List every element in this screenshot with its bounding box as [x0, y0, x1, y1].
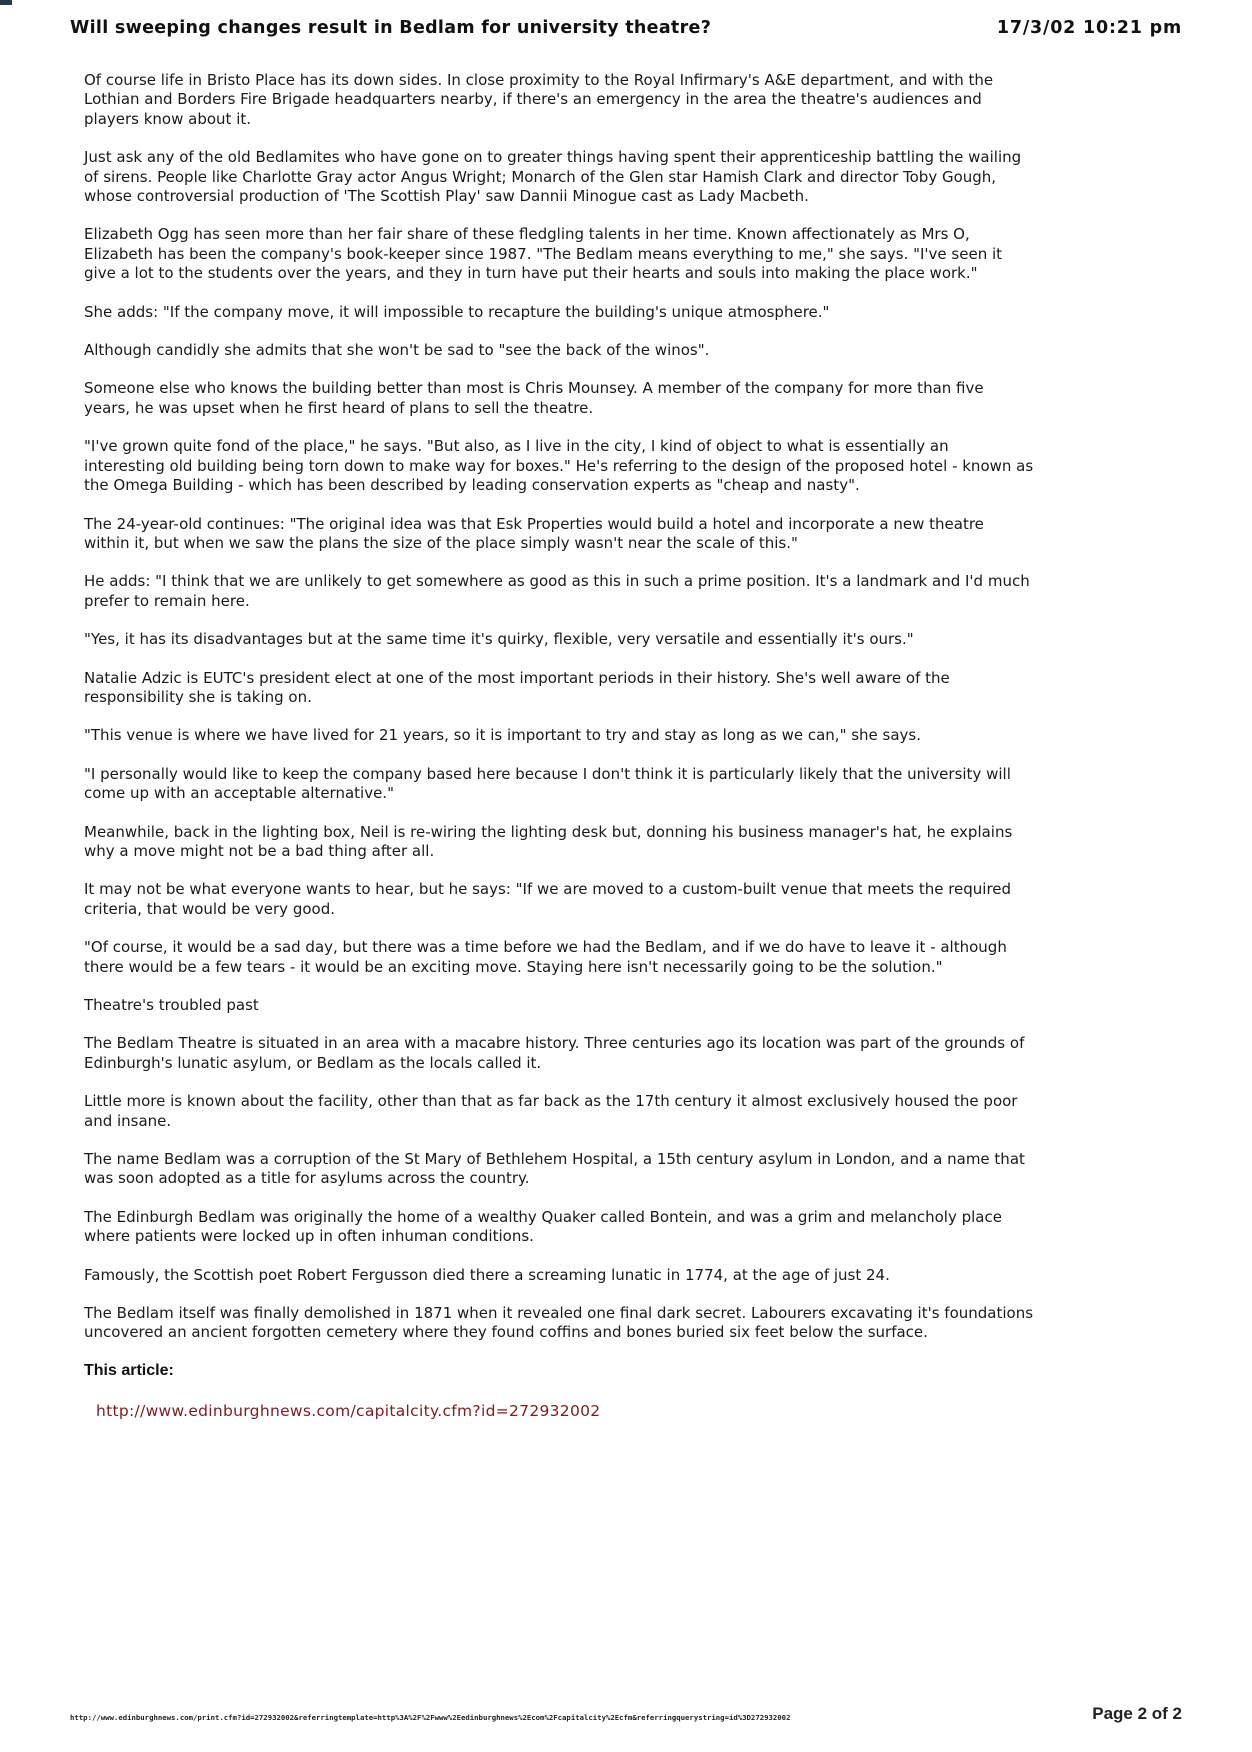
print-header [70, 18, 1182, 44]
paragraph-11: Natalie Adzic is EUTC's president elect at one of the most important periods in their history. She's well aware of the responsibility she is taking on. [84, 668, 950, 706]
paragraph-10: "Yes, it has its disadvantages but at the same time it's quirky, flexible, very versatile and essentially it's ours." [84, 630, 914, 649]
paragraph-14: Meanwhile, back in the lighting box, Neil is re-wiring the lighting desk but, donning his business manager's hat, he explains why a move might not be a bad thing after all. [84, 822, 1013, 860]
paragraph-5: Although candidly she admits that she won't be sad to "see the back of the winos". [84, 341, 710, 360]
paragraph-23: The Bedlam itself was finally demolished in 1871 when it revealed one final dark secret. Labourers excavating it's foundations uncovered an ancient forgotten cemetery where they found coffins and bones buried six feet below the surface. [84, 1304, 1034, 1342]
article-body [84, 71, 1034, 1420]
paragraph-19: Little more is known about the facility, other than that as far back as the 17th century it almost exclusively housed the poor and insane. [84, 1092, 1018, 1130]
paragraph-12: "This venue is where we have lived for 21 years, so it is important to try and stay as long as we can," she says. [84, 726, 922, 745]
print-timestamp: 17/3/02 10:21 pm [996, 18, 1182, 38]
footer-print-url: http://www.edinburghnews.com/print.cfm?id=272932002&referringtemplate=http%3A%2F%2Fwww%2Eedinburghnews%2Ecom%2Fcapitalcity%2Ecfm&referringquerystring=id%3D272932002 [70, 1713, 791, 1722]
paragraph-13: "I personally would like to keep the company based here because I don't think it is particularly likely that the university will come up with an acceptable alternative." [84, 764, 1011, 803]
paragraph-9: He adds: "I think that we are unlikely to get somewhere as good as this in such a prime position. It's a landmark and I'd much prefer to remain here. [84, 572, 1030, 610]
paragraph-3: Elizabeth Ogg has seen more than her fair share of these fledgling talents in her time. Known affectionately as Mrs O, Elizabeth has been the company's book-keeper since 1987. "The Bedlam means everything to me," she says. "I've seen it give a lot to the students over the years, and they in turn have put their hearts and souls into making the place work." [84, 225, 1003, 283]
paragraph-2: Just ask any of the old Bedlamites who have gone on to greater things having spent their apprenticeship battling the wailing of sirens. People like Charlotte Gray actor Angus Wright; Monarch of the Glen star Hamish Clark and director Toby Gough, whose controversial production of 'The Scottish Play' saw Dannii Minogue cast as Lady Macbeth. [84, 148, 1022, 206]
paragraph-22: Famously, the Scottish poet Robert Fergusson died there a screaming lunatic in 1774, at the age of just 24. [84, 1265, 890, 1284]
this-article-label: This article: [84, 1361, 174, 1379]
paragraph-7: "I've grown quite fond of the place," he says. "But also, as I live in the city, I kind of object to what is essentially an interesting old building being torn down to make way for boxes." He's referring to the design of the proposed hotel - known as the Omega Building - which has been described by leading conservation experts as "cheap and nasty". [84, 437, 1034, 495]
paragraph-8: The 24-year-old continues: "The original idea was that Esk Properties would build a hotel and incorporate a new theatre within it, but when we saw the plans the size of the place simply wasn't near the scale of this." [84, 514, 984, 552]
paragraph-18: The Bedlam Theatre is situated in an area with a macabre history. Three centuries ago its location was part of the grounds of Edinburgh's lunatic asylum, or Bedlam as the locals called it. [84, 1034, 1025, 1072]
scan-corner-mark [0, 0, 12, 5]
paragraph-1: Of course life in Bristo Place has its down sides. In close proximity to the Royal Infirmary's A&E department, and with the Lothian and Borders Fire Brigade headquarters nearby, if there's an emergency in the area the theatre's audiences and players know about it. [84, 71, 994, 128]
paragraph-16: "Of course, it would be a sad day, but there was a time before we had the Bedlam, and if we do have to leave it - although there would be a few tears - it would be an exciting move. Staying here isn't necessarily going to be the solution." [84, 938, 1007, 976]
paragraph-6: Someone else who knows the building better than most is Chris Mounsey. A member of the company for more than five years, he was upset when he first heard of plans to sell the theatre. [84, 379, 984, 417]
section-subheading: Theatre's troubled past [84, 996, 259, 1014]
paragraph-20: The name Bedlam was a corruption of the St Mary of Bethlehem Hospital, a 15th century asylum in London, and a name that was soon adopted as a title for asylums across the country. [84, 1150, 1025, 1188]
page-number: Page 2 of 2 [1092, 1704, 1182, 1723]
paragraph-21: The Edinburgh Bedlam was originally the home of a wealthy Quaker called Bontein, and was a grim and melancholy place where patients were locked up in often inhuman conditions. [84, 1207, 1002, 1246]
paragraph-15: It may not be what everyone wants to hear, but he says: "If we are moved to a custom-built venue that meets the required criteria, that would be very good. [84, 880, 1012, 918]
page-title: Will sweeping changes result in Bedlam for university theatre? [70, 18, 712, 38]
article-url-link[interactable]: http://www.edinburghnews.com/capitalcity.cfm?id=272932002 [96, 1401, 601, 1420]
paragraph-4: She adds: "If the company move, it will impossible to recapture the building's unique atmosphere." [84, 302, 830, 321]
